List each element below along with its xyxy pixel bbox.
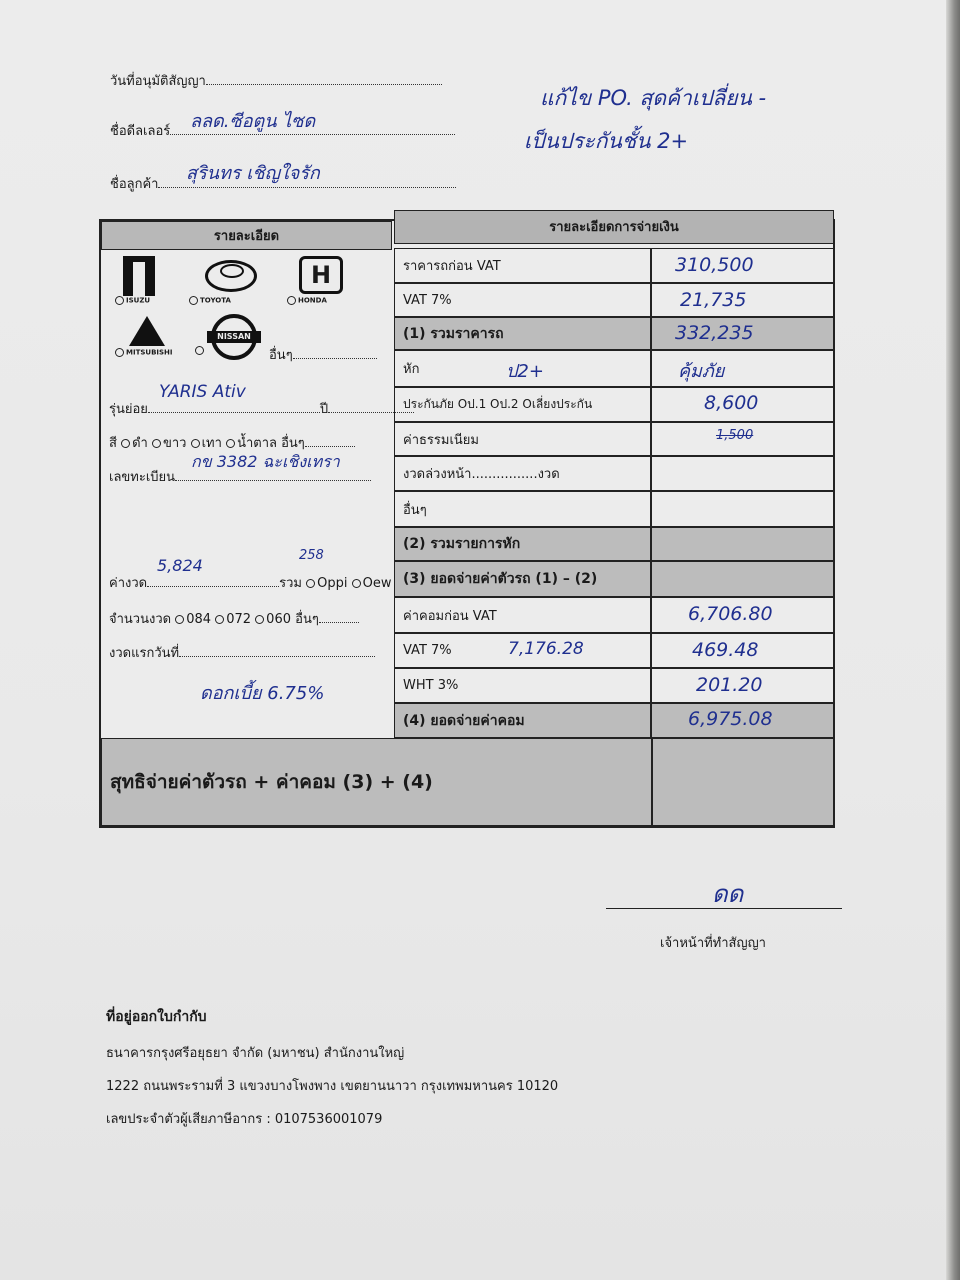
row-deduct-mid: ป2+ [506, 361, 544, 382]
row-vat-value: 21,735 [680, 289, 747, 311]
row-wht-value: 201.20 [696, 674, 763, 696]
row-advance-cell [651, 456, 834, 491]
row-commission-label: ค่าคอมก่อน VAT [394, 597, 651, 633]
isuzu-logo-icon [123, 256, 155, 296]
net-total-label: สุทธิจ่ายค่าตัวรถ + ค่าคอม (3) + (4) [101, 738, 652, 826]
installment-value: 5,824 [157, 556, 203, 575]
handwritten-note-line2: เป็นประกันชั้น 2+ [524, 129, 689, 153]
row-fee-label: ค่าธรรมเนียม [394, 422, 651, 456]
contract-date-line [110, 70, 442, 91]
footer-line2: 1222 ถนนพระรามที่ 3 แขวงบางโพงพาง เขตยานนาวา กรุงเทพมหานคร 10120 [106, 1079, 559, 1094]
signature-mark: ดด [712, 880, 744, 908]
row-total-deduct-label: (2) รวมรายการหัก [394, 527, 651, 561]
installment-total-value: 258 [299, 548, 324, 563]
row-price-label: ราคารถก่อน VAT [394, 248, 651, 283]
row-car-payment-cell [651, 561, 834, 597]
honda-logo-icon: H [299, 256, 343, 294]
footer-line1: ธนาคารกรุงศรีอยุธยา จำกัด (มหาชน) สำนักงานใหญ่ [106, 1046, 405, 1061]
row-total-car-label: (1) รวมราคารถ [394, 317, 651, 350]
row-comm-vat-mid: 7,176.28 [508, 639, 584, 659]
customer-label: ชื่อลูกค้า [110, 177, 159, 192]
paper-edge [946, 0, 960, 1280]
installment-line: ค่างวด รวม Oppi Oew [109, 576, 392, 591]
row-other-label: อื่นๆ [394, 491, 651, 527]
terms-line: จำนวนงวด 084 072 060 อื่นๆ [109, 608, 359, 629]
row-commission-value: 6,706.80 [688, 603, 773, 625]
plate-value: กข 3382 ฉะเชิงเทรา [191, 452, 340, 471]
row-insurance-value: 8,600 [704, 392, 759, 414]
row-total-comm-label: (4) ยอดจ่ายค่าคอม [394, 703, 651, 738]
row-total-deduct-cell [651, 527, 834, 561]
row-wht-label: WHT 3% [394, 668, 651, 703]
handwritten-note-line1: แก้ไข PO. สุดค้าเปลี่ยน - [540, 86, 767, 110]
row-deduct-label: หัก [394, 350, 651, 387]
row-comm-vat-label: VAT 7% [394, 633, 651, 668]
brand-mitsubishi[interactable]: MITSUBISHI [115, 348, 173, 357]
brand-other[interactable]: อื่นๆ [269, 344, 377, 365]
row-insurance-label: ประกันภัย Oป.1 Oป.2 Oเลี่ยงประกัน [394, 387, 651, 422]
interest-note: ดอกเบี้ย 6.75% [200, 683, 325, 704]
right-header: รายละเอียดการจ่ายเงิน [394, 210, 834, 244]
customer-value: สุรินทร เชิญใจรัก [186, 163, 320, 184]
left-header: รายละเอียด [101, 221, 392, 250]
row-comm-vat-value: 469.48 [692, 639, 759, 661]
row-advance-label: งวดล่วงหน้า................งวด [394, 456, 651, 491]
model-line: รุ่นย่อย ปี [109, 398, 414, 419]
mitsubishi-logo-icon [129, 316, 165, 346]
contract-date-label: วันที่อนุมัติสัญญา [110, 74, 206, 89]
row-price-value: 310,500 [675, 254, 754, 276]
nissan-logo-icon: NISSAN [211, 314, 257, 360]
first-date-line: งวดแรกวันที่ [109, 642, 375, 663]
footer-line3: เลขประจำตัวผู้เสียภาษีอากร : 0107536001079 [106, 1112, 383, 1127]
toyota-logo-icon [205, 260, 257, 292]
brand-nissan-radio[interactable] [195, 346, 204, 355]
dealer-value: ลลด.ซีอตูน ไซด [190, 111, 316, 132]
dealer-label: ชื่อดีลเลอร์ [110, 124, 171, 139]
signature-line [606, 908, 842, 909]
row-total-comm-value: 6,975.08 [688, 708, 773, 730]
row-total-car-value: 332,235 [675, 322, 754, 344]
row-deduct-value: คุ้มภัย [678, 361, 725, 382]
left-detail-block [101, 250, 392, 662]
brand-toyota[interactable]: TOYOTA [189, 296, 231, 305]
brand-honda[interactable]: HONDA [287, 296, 327, 305]
net-total-cell [652, 738, 834, 826]
row-fee-value: 1,500 [716, 428, 754, 443]
color-line: สี ดำ ขาว เทา น้ำตาล อื่นๆ [109, 432, 355, 453]
brand-isuzu[interactable]: ISUZU [115, 296, 150, 305]
model-value: YARIS Ativ [159, 382, 246, 402]
plate-line: เลขทะเบียน [109, 466, 371, 487]
row-other-cell [651, 491, 834, 527]
signature-caption: เจ้าหน้าที่ทำสัญญา [660, 936, 766, 951]
row-car-payment-label: (3) ยอดจ่ายค่าตัวรถ (1) – (2) [394, 561, 651, 597]
footer-title: ที่อยู่ออกใบกำกับ [106, 1009, 207, 1025]
row-vat-label: VAT 7% [394, 283, 651, 317]
